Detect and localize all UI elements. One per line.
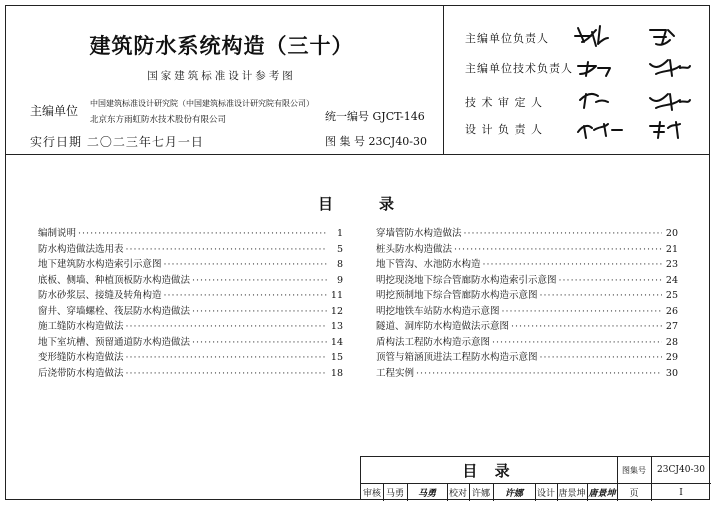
responsible-role-4: 设 计 负 责 人 — [465, 123, 543, 136]
toc-entry[interactable]: 工程实例 ····· 30 — [376, 366, 678, 382]
unified-number: 统一编号 GJCT-146 — [325, 110, 425, 123]
page-label: 页 — [629, 489, 639, 499]
responsible-role-3: 技 术 审 定 人 — [465, 96, 543, 109]
design-signature: 唐景坤 — [588, 489, 616, 499]
design-label: 设计 — [536, 489, 555, 499]
contents-heading-lu: 录 — [379, 195, 395, 213]
responsible-role-2: 主编单位技术负责人 — [465, 62, 573, 75]
toc-entry[interactable]: 隧道、洞库防水构造做法示意图 ····· 27 — [376, 319, 678, 335]
toc-right-column — [376, 226, 678, 381]
atlas-subtitle: 国家建筑标准设计参考图 — [147, 70, 296, 82]
check-name: 许娜 — [471, 489, 490, 499]
toc-entry[interactable]: 明挖预制地下综合管廊防水构造示意图 ····· 25 — [376, 288, 678, 304]
toc-entry[interactable]: 地下管沟、水池防水构造 ····· 23 — [376, 257, 678, 273]
org-line-2: 北京东方雨虹防水技术股份有限公司 — [90, 115, 227, 125]
title-block-vline — [383, 484, 384, 501]
toc-entry[interactable]: 桩头防水构造做法 ····· 21 — [376, 242, 678, 258]
toc-entry[interactable]: 地下建筑防水构造索引示意图 ····· 8 — [38, 257, 343, 273]
title-block-vline — [493, 484, 494, 501]
title-block-atlas-label: 图集号 — [622, 465, 646, 475]
toc-entry[interactable]: 地下室坑槽、预留通道防水构造做法 ····· 14 — [38, 335, 343, 351]
title-block-atlas-value: 23CJ40-30 — [657, 465, 705, 475]
toc-entry[interactable]: 顶管与箱涵顶进法工程防水构造示意图 ····· 29 — [376, 350, 678, 366]
org-label: 主编单位 — [30, 104, 79, 118]
review-label: 审核 — [362, 489, 381, 499]
title-block-vline — [535, 484, 536, 501]
title-block-vline — [469, 484, 470, 501]
toc-entry[interactable]: 明挖现浇地下综合管廊防水构造索引示意图 ····· 24 — [376, 273, 678, 289]
page-value: I — [679, 487, 683, 498]
title-block-vline — [557, 484, 558, 501]
toc-entry[interactable]: 窗井、穿墙螺栓、筏层防水构造做法 ····· 12 — [38, 304, 343, 320]
toc-left-column — [38, 226, 343, 381]
toc-entry[interactable]: 变形缝防水构造做法 ····· 15 — [38, 350, 343, 366]
toc-entry[interactable]: 编制说明 ····· 1 — [38, 226, 343, 242]
toc-entry[interactable]: 施工缝防水构造做法 ····· 13 — [38, 319, 343, 335]
responsible-role-1: 主编单位负责人 — [465, 32, 549, 45]
implementation-date: 实行日期 二〇二三年七月一日 — [30, 135, 204, 149]
contents-heading-mu: 目 — [318, 195, 334, 213]
check-label: 校对 — [448, 489, 467, 499]
atlas-number: 图 集 号 23CJ40-30 — [325, 135, 428, 148]
title-block-vline — [407, 484, 408, 501]
toc-entry[interactable]: 穿墙管防水构造做法 ····· 20 — [376, 226, 678, 242]
header-divider — [443, 5, 444, 155]
title-block-name: 目 录 — [462, 461, 516, 480]
review-signature: 马勇 — [417, 489, 436, 499]
review-name: 马勇 — [385, 489, 404, 499]
title-block — [360, 456, 710, 500]
org-line-1: 中国建筑标准设计研究院（中国建筑标准设计研究院有限公司） — [90, 99, 314, 108]
handwritten-signatures — [570, 20, 710, 145]
title-block-vline — [447, 484, 448, 501]
title-block-vline — [587, 484, 588, 501]
toc-entry[interactable]: 明挖地铁车站防水构造示意图 ····· 26 — [376, 304, 678, 320]
design-name: 唐景坤 — [558, 489, 586, 499]
toc-entry[interactable]: 防水构造做法选用表 ····· 5 — [38, 242, 343, 258]
toc-entry[interactable]: 盾构法工程防水构造示意图 ····· 28 — [376, 335, 678, 351]
toc-entry[interactable]: 底板、侧墙、种植顶板防水构造做法 ····· 9 — [38, 273, 343, 289]
toc-entry[interactable]: 防水砂浆层、接缝及转角构造 ····· 11 — [38, 288, 343, 304]
check-signature: 许娜 — [504, 489, 523, 499]
atlas-title: 建筑防水系统构造（三十） — [89, 34, 354, 58]
toc-entry[interactable]: 后浇带防水构造做法 ····· 18 — [38, 366, 343, 382]
